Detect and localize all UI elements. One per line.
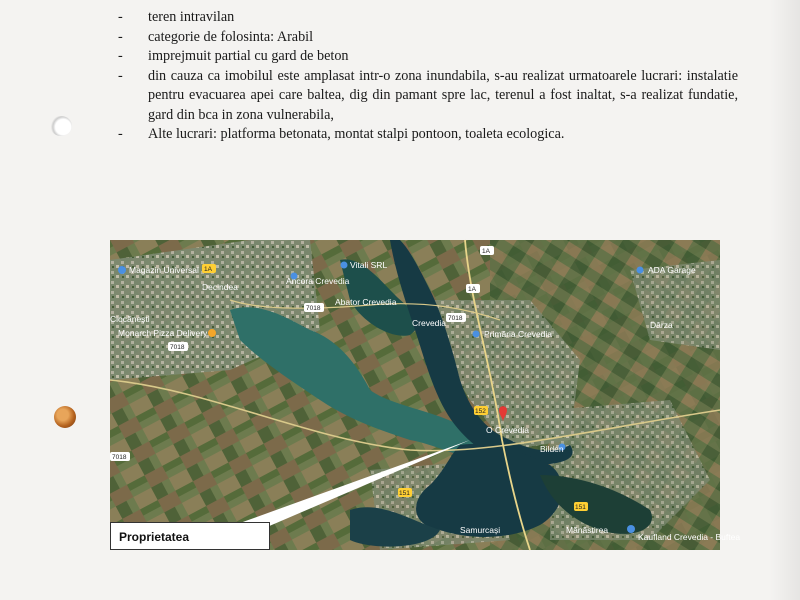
label-bilden: Bilden <box>540 444 564 454</box>
restaurant-pin-icon[interactable] <box>208 329 216 337</box>
bullet-text: imprejmuit partial cu gard de beton <box>148 48 349 64</box>
label-ocrevedia: O Crevedia <box>486 425 529 435</box>
label-vitali: Vitali SRL <box>350 260 388 270</box>
page-edge-shadow <box>770 0 800 600</box>
label-ada: ADA Garage <box>648 265 696 275</box>
bullet-marker: - <box>118 28 123 45</box>
bullet-text: Alte lucrari: platforma betonata, montat stalpi pontoon, toaleta ecologica. <box>148 126 565 142</box>
list-item <box>118 28 738 48</box>
label-monarch: Monarch Pizza Delivery <box>118 328 208 338</box>
list-item <box>118 8 738 28</box>
bullet-list <box>118 8 738 145</box>
svg-text:7018: 7018 <box>170 344 185 351</box>
shop-pin-icon[interactable] <box>118 266 126 274</box>
label-kaufland: Kaufland Crevedia - Buftea <box>638 532 741 542</box>
garage-pin-icon[interactable] <box>637 267 644 274</box>
road-badge-7018-c <box>304 303 324 312</box>
svg-text:151: 151 <box>575 504 586 511</box>
svg-text:1A: 1A <box>482 248 490 255</box>
svg-text:7018: 7018 <box>448 315 463 322</box>
svg-text:152: 152 <box>475 408 486 415</box>
list-item <box>118 47 738 67</box>
bullet-text: teren intravilan <box>148 9 235 25</box>
road-badge-1a-3 <box>480 246 494 255</box>
label-ancora: Ancora Crevedia <box>286 276 350 286</box>
bullet-text: din cauza ca imobilul este amplasat intr-o zona inundabila, s-au realizat urmatoarele lucrari: instalatie pentru evacuarea apei care baltea, dig din pamant spre lac, terenul a fost inaltat, s-a realizat fundatie, gard din bca in zona vulnerabila, <box>148 67 738 123</box>
road-badge-151-b <box>574 502 588 511</box>
svg-text:7018: 7018 <box>306 305 321 312</box>
punch-hole <box>50 116 72 136</box>
bullet-marker: - <box>118 9 123 25</box>
road-badge-7018-d <box>446 313 466 322</box>
primaria-pin-icon[interactable] <box>473 331 480 338</box>
label-ciocanesti: Ciocănești <box>110 314 150 324</box>
label-decindea: Decindea <box>202 282 238 292</box>
kaufland-pin-icon[interactable] <box>627 525 635 533</box>
list-item <box>118 125 738 145</box>
road-badge-1a <box>466 284 480 293</box>
road-badge-1a-2 <box>202 264 216 273</box>
svg-text:1A: 1A <box>204 266 212 273</box>
label-manastirea: Mănăstirea <box>566 525 609 535</box>
svg-text:151: 151 <box>399 490 410 497</box>
map-canvas <box>110 240 741 550</box>
bullet-marker: - <box>118 48 123 64</box>
bullet-marker: - <box>118 126 123 142</box>
road-badge-7018-b <box>168 342 188 351</box>
label-crevedia: Crevedia <box>412 318 447 328</box>
satellite-map <box>110 240 741 550</box>
road-badge-7018-a <box>110 452 130 461</box>
orange-dot-mark <box>54 406 76 428</box>
label-darza: Dârza <box>650 320 673 330</box>
road-badge-152 <box>474 406 488 415</box>
vitali-pin-icon[interactable] <box>341 262 348 269</box>
svg-text:1A: 1A <box>468 286 476 293</box>
road-badge-151 <box>398 488 412 497</box>
label-samurcasi: Samurcași <box>460 525 501 535</box>
label-abator: Abator Crevedia <box>335 297 397 307</box>
property-callout: Proprietatea <box>110 522 270 550</box>
bullet-text: categorie de folosinta: Arabil <box>148 28 314 45</box>
svg-text:7018: 7018 <box>112 454 127 461</box>
label-primaria: Primăria Crevedia <box>484 329 553 339</box>
bullet-marker: - <box>118 67 123 84</box>
list-item <box>118 67 738 126</box>
label-magazin: Magazin Universal <box>129 265 199 275</box>
